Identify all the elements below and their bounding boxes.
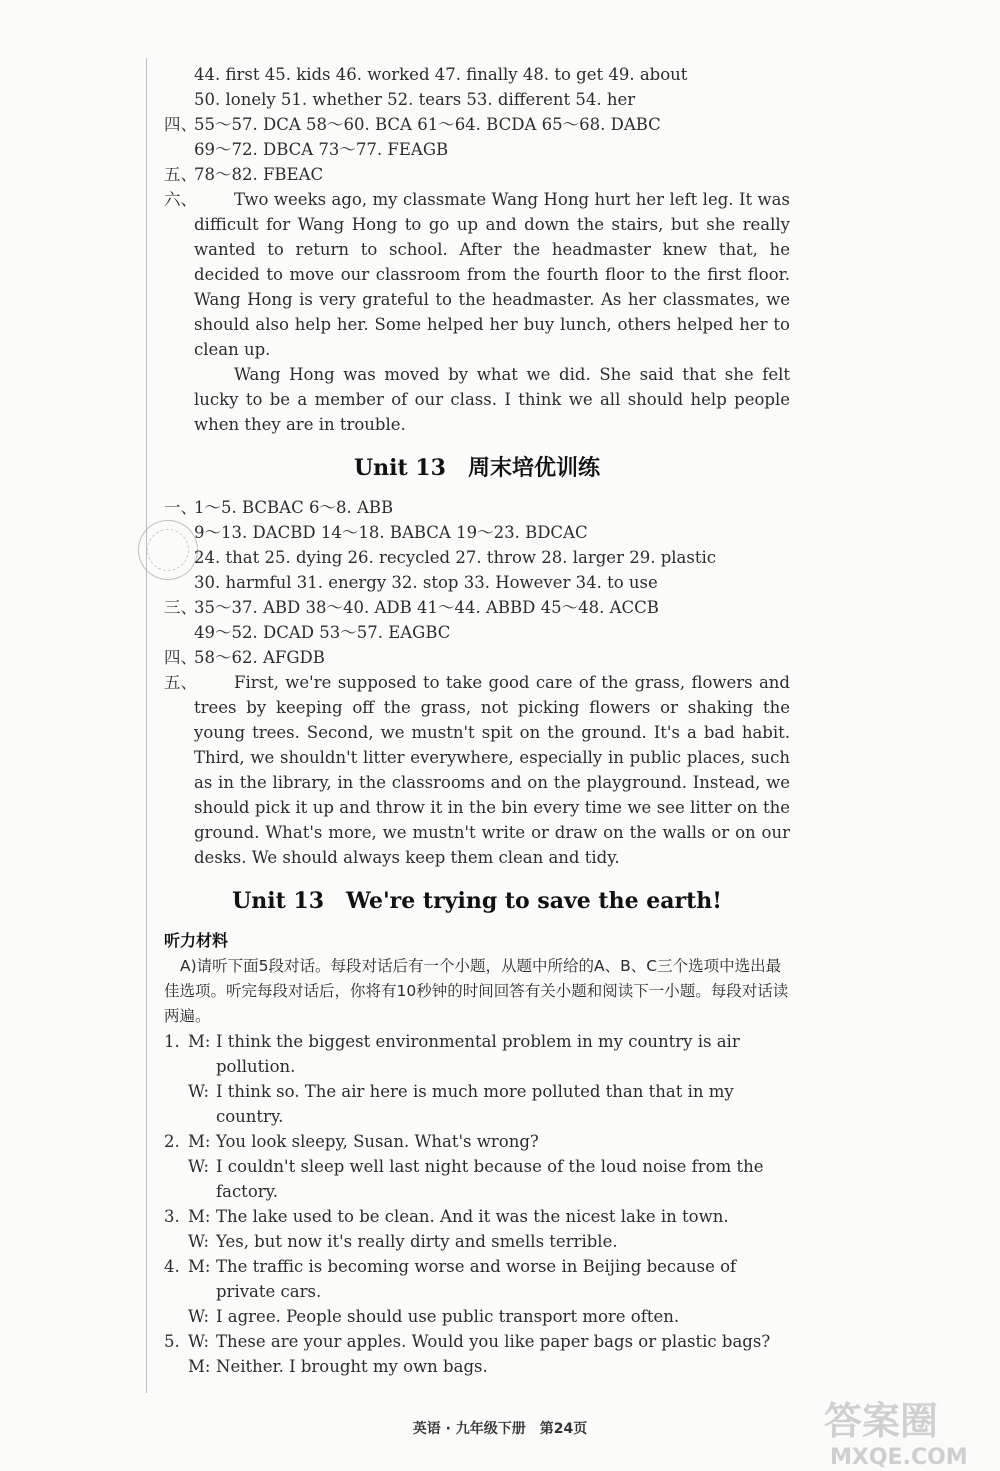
listening-label: 听力材料 xyxy=(164,931,229,950)
dialogue-line-b xyxy=(164,1229,790,1254)
essay-row xyxy=(164,670,790,870)
answer-row xyxy=(164,162,790,187)
speaker-label: M: xyxy=(188,1257,211,1276)
answer-row xyxy=(164,112,790,137)
essay-paragraph: Two weeks ago, my classmate Wang Hong hurt her left leg. It was difficult for Wang Hong to go up and down the stairs, but she really wanted to return to school. After the headmaster knew that, he decided to move our classroom from the fourth floor to the first floor. Wang Hong is very grateful to the headmaster. As her classmates, we should also help her. Some helped her buy lunch, others helped her to clean up. xyxy=(194,190,790,359)
section-number: 五、 xyxy=(164,165,197,184)
answer-row xyxy=(164,645,790,670)
dialogue-line-a xyxy=(164,1129,790,1154)
speaker-label: W: xyxy=(188,1082,210,1101)
section-number: 四、 xyxy=(164,115,197,134)
dialogue-text: I couldn't sleep well last night because of the loud noise from the factory. xyxy=(216,1157,764,1201)
section-number: 三、 xyxy=(164,598,197,617)
answer-line: 35～37. ABD 38～40. ADB 41～44. ABBD 45～48. ACCB xyxy=(194,598,659,617)
answer-page xyxy=(164,62,790,1379)
unit-heading: Unit 13 We're trying to save the earth! xyxy=(232,888,722,914)
speaker-label: M: xyxy=(188,1357,211,1376)
dialogue-line-b xyxy=(164,1354,790,1379)
dialogue-number xyxy=(164,1304,188,1329)
essay-paragraph: Wang Hong was moved by what we did. She said that she felt lucky to be a member of our class. I think we all should help people when they are in trouble. xyxy=(194,365,790,434)
dialogue-line-a xyxy=(164,1204,790,1229)
dialogue-number xyxy=(164,1229,188,1254)
section-number: 六、 xyxy=(164,190,197,209)
speaker-label: W: xyxy=(188,1157,210,1176)
speaker-label: M: xyxy=(188,1207,211,1226)
dialogue-number: 3. xyxy=(164,1207,180,1226)
dialogue-line-b xyxy=(164,1079,790,1129)
dialogue-line-b xyxy=(164,1154,790,1204)
dialogue-number: 2. xyxy=(164,1132,180,1151)
answer-line: 30. harmful 31. energy 32. stop 33. However 34. to use xyxy=(194,573,658,592)
dialogue-text: I agree. People should use public transport more often. xyxy=(216,1307,680,1326)
dialogue-line-b xyxy=(164,1304,790,1329)
dialogue-number: 1. xyxy=(164,1032,180,1051)
speaker-label: W: xyxy=(188,1232,210,1251)
dialogue-number xyxy=(164,1354,188,1379)
dialogue-text: Yes, but now it's really dirty and smells terrible. xyxy=(216,1232,618,1251)
dialogue-text: I think so. The air here is much more polluted than that in my country. xyxy=(216,1082,734,1126)
watermark-logo xyxy=(800,1390,1000,1471)
unit-heading: Unit 13 周末培优训练 xyxy=(354,455,600,481)
dialogue-line-a xyxy=(164,1029,790,1079)
dialogue-text: The traffic is becoming worse and worse in Beijing because of private cars. xyxy=(216,1257,737,1301)
essay-row xyxy=(164,187,790,437)
answer-row xyxy=(164,595,790,620)
dialogue-number: 4. xyxy=(164,1257,180,1276)
dialogue-text: You look sleepy, Susan. What's wrong? xyxy=(216,1132,539,1151)
answer-line: 1～5. BCBAC 6～8. ABB xyxy=(194,498,394,517)
dialogue-list xyxy=(164,1029,790,1379)
answer-row xyxy=(164,495,790,520)
answer-line: 24. that 25. dying 26. recycled 27. throw 28. larger 29. plastic xyxy=(194,548,716,567)
dialogue-line-a xyxy=(164,1329,790,1354)
speaker-label: M: xyxy=(188,1132,211,1151)
dialogue-text: Neither. I brought my own bags. xyxy=(216,1357,488,1376)
answer-line: 58～62. AFGDB xyxy=(194,648,325,667)
answer-line: 44. first 45. kids 46. worked 47. finally 48. to get 49. about xyxy=(194,65,688,84)
dialogue-number: 5. xyxy=(164,1332,180,1351)
answer-line: 50. lonely 51. whether 52. tears 53. different 54. her xyxy=(194,90,636,109)
essay-paragraph: First, we're supposed to take good care of the grass, flowers and trees by keeping off the grass, not picking flowers or shaking the young trees. Second, we mustn't spit on the ground. It's a bad habit. Third, we shouldn't litter everywhere, especially in public places, such as in the library, in the classrooms and on the playground. Instead, we should pick it up and throw it in the bin every time we see litter on the ground. What's more, we mustn't write or draw on the walls or on our desks. We should always keep them clean and tidy. xyxy=(194,673,790,867)
section-number: 一、 xyxy=(164,498,197,517)
answer-line: 55～57. DCA 58～60. BCA 61～64. BCDA 65～68. DABC xyxy=(194,115,661,134)
speaker-label: M: xyxy=(188,1032,211,1051)
speaker-label: W: xyxy=(188,1307,210,1326)
dialogue-text: I think the biggest environmental problem in my country is air pollution. xyxy=(216,1032,740,1076)
answer-line: 69～72. DBCA 73～77. FEAGB xyxy=(194,140,449,159)
watermark-url: MXQE.COM xyxy=(830,1445,968,1470)
watermark-text: 答案圈 xyxy=(824,1399,939,1443)
dialogue-line-a xyxy=(164,1254,790,1304)
dialogue-text: The lake used to be clean. And it was the nicest lake in town. xyxy=(216,1207,729,1226)
answer-line: 49～52. DCAD 53～57. EAGBC xyxy=(194,623,451,642)
speaker-label: W: xyxy=(188,1332,210,1351)
dialogue-number xyxy=(164,1154,188,1204)
answer-line: 78～82. FBEAC xyxy=(194,165,324,184)
dialogue-number xyxy=(164,1079,188,1129)
section-number: 五、 xyxy=(164,673,197,692)
answer-line: 9～13. DACBD 14～18. BABCA 19～23. BDCAC xyxy=(194,523,588,542)
section-number: 四、 xyxy=(164,648,197,667)
dialogue-text: These are your apples. Would you like paper bags or plastic bags? xyxy=(216,1332,771,1351)
margin-rule xyxy=(146,58,147,1393)
page-footer: 英语 · 九年级下册 第24页 xyxy=(412,1421,588,1437)
listening-instructions: A)请听下面5段对话。每段对话后有一个小题，从题中所给的A、B、C三个选项中选出最佳选项。听完每段对话后，你将有10秒钟的时间回答有关小题和阅读下一小题。每段对话读两遍。 xyxy=(164,957,789,1025)
